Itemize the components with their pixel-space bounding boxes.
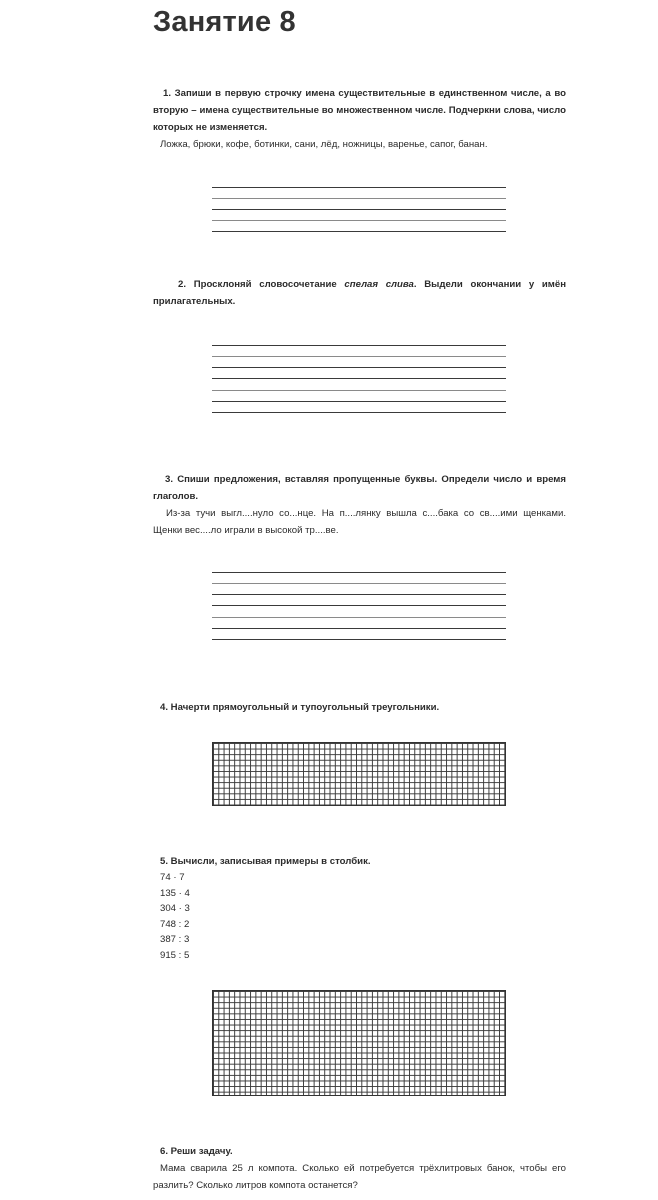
task-1-heading: 1. Запиши в первую строчку имена существительные в единственном числе, а во вторую – имена существительные во множественном числе. Подчеркни слова, число которых не изменяется. (153, 88, 566, 133)
task-5 (153, 853, 566, 870)
writing-line (212, 198, 506, 199)
task-3-writing-lines (212, 572, 506, 644)
task-1-writing-lines (212, 187, 506, 235)
task-6-problem: Мама сварила 25 л компота. Сколько ей потребуется трёхлитровых банок, чтобы его разлить? Сколько литров компота останется? (153, 1163, 566, 1191)
writing-line (212, 220, 506, 221)
task-3 (153, 471, 566, 539)
writing-line (212, 231, 506, 232)
example-item: 387 : 3 (160, 934, 190, 946)
example-item: 135 · 4 (160, 887, 190, 899)
task-4-heading: 4. Начерти прямоугольный и тупоугольный треугольники. (160, 702, 440, 713)
task-2-writing-lines (212, 345, 506, 417)
task-5-heading: 5. Вычисли, записывая примеры в столбик. (160, 856, 371, 867)
writing-line (212, 639, 506, 640)
example-item: 748 : 2 (160, 918, 190, 930)
page-title: Занятие 8 (153, 6, 296, 38)
example-item: 74 · 7 (160, 872, 185, 883)
writing-line (212, 345, 506, 346)
writing-line (212, 378, 506, 379)
writing-line (212, 594, 506, 595)
task-6-heading: 6. Реши задачу. (160, 1146, 233, 1157)
writing-line (212, 583, 506, 584)
writing-line (212, 209, 506, 210)
task-5-graph-paper (212, 990, 506, 1096)
writing-line (212, 617, 506, 618)
writing-line (212, 412, 506, 413)
task-6 (153, 1143, 566, 1194)
task-3-heading: 3. Спиши предложения, вставляя пропущенные буквы. Определи число и время глаголов. (153, 474, 566, 502)
task-2-heading-start: 2. Просклоняй словосочетание (178, 279, 345, 290)
task-1-word-list: Ложка, брюки, кофе, ботинки, сани, лёд, ножницы, варенье, сапог, банан. (160, 139, 488, 150)
task-2-phrase: спелая слива (344, 279, 414, 290)
task-1 (153, 85, 566, 153)
writing-line (212, 572, 506, 573)
writing-line (212, 401, 506, 402)
writing-line (212, 187, 506, 188)
writing-line (212, 390, 506, 391)
writing-line (212, 367, 506, 368)
writing-line (212, 356, 506, 357)
task-5-examples (160, 870, 190, 964)
task-2-heading (153, 276, 566, 310)
example-item: 915 : 5 (160, 949, 190, 961)
example-item: 304 · 3 (160, 903, 190, 915)
task-4 (153, 699, 566, 716)
task-2 (153, 276, 566, 310)
task-3-sentences: Из-за тучи выгл....нуло со...нце. На п....лянку вышла с....бака со св....ими щенками. Щенки вес....ло играли в высокой тр....ве. (153, 508, 566, 536)
task-4-graph-paper (212, 742, 506, 806)
writing-line (212, 605, 506, 606)
writing-line (212, 628, 506, 629)
task-2-heading-end: . Выдели окончании у имён прилагательных. (153, 279, 567, 307)
